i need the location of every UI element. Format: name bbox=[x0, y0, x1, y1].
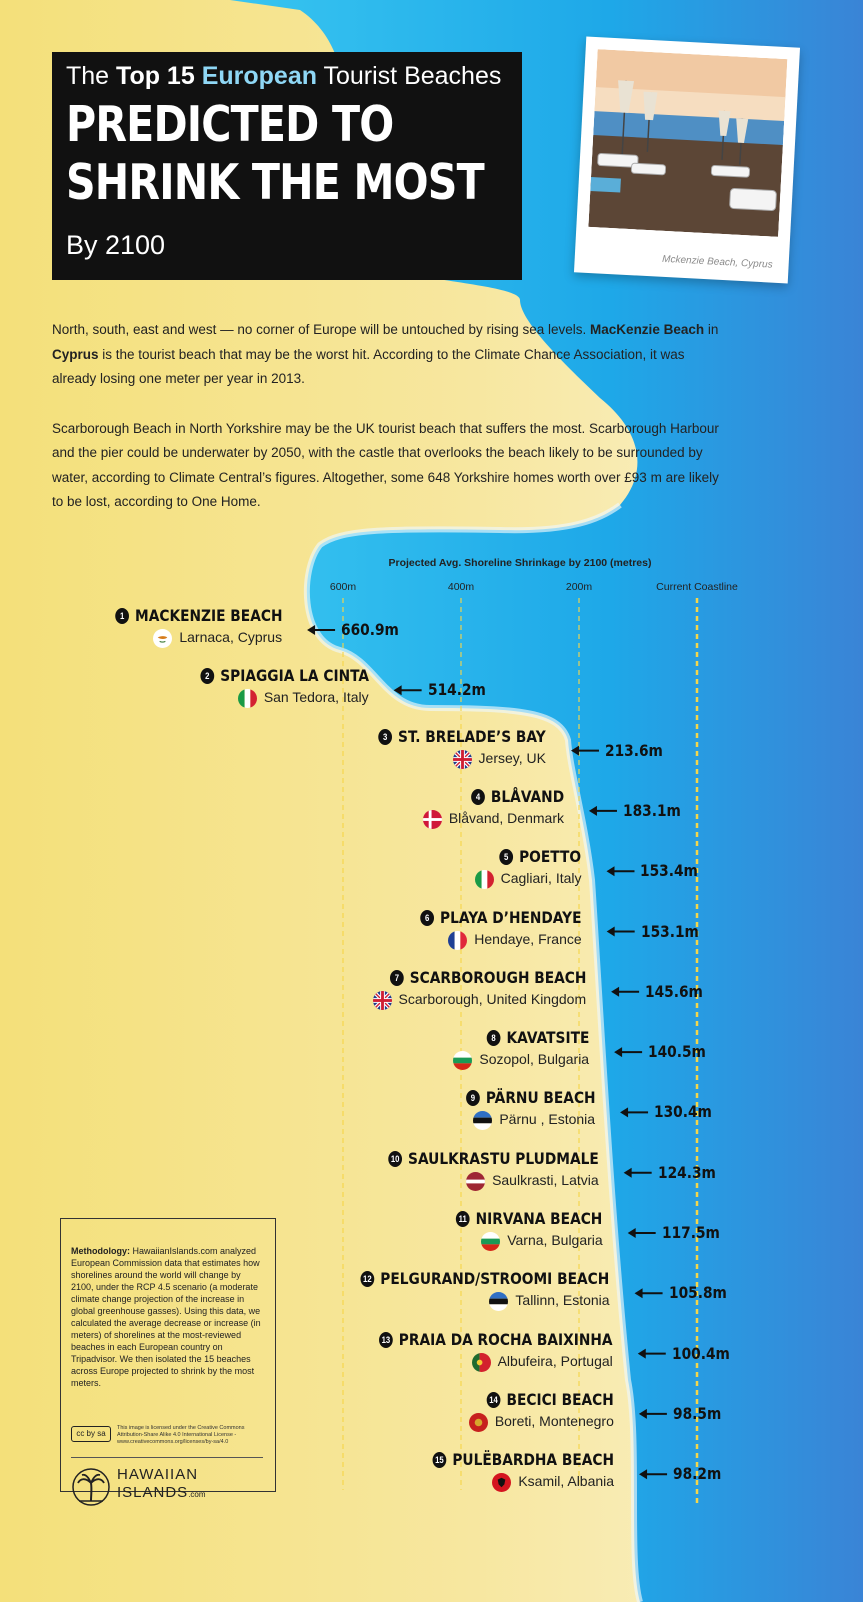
beach-name bbox=[379, 727, 546, 746]
beach-photo-polaroid bbox=[574, 37, 800, 284]
rank-badge: 6 bbox=[420, 910, 434, 926]
beach-name-text: PÄRNU BEACH bbox=[485, 1088, 596, 1108]
beach-name bbox=[486, 1028, 589, 1047]
beach-name-text: MACKENZIE BEACH bbox=[134, 606, 283, 625]
beach-name bbox=[361, 1269, 610, 1288]
rank-badge: 9 bbox=[466, 1090, 480, 1106]
montenegro-flag-icon bbox=[469, 1413, 488, 1432]
rank-badge: 5 bbox=[500, 849, 514, 865]
beach-name-text: PLAYA D’HENDAYE bbox=[440, 907, 582, 927]
shrink-value-label: 145.6m bbox=[645, 981, 703, 1001]
rank-badge: 4 bbox=[471, 789, 485, 805]
license-text: This image is licensed under the Creative Commons Attribution-Share Alike 4.0 International License - www.creativecommons.org/licenses/by-sa/4.0 bbox=[117, 1425, 245, 1445]
beach-location: Saulkrasti, Latvia bbox=[492, 1171, 599, 1188]
rank-badge: 11 bbox=[456, 1211, 470, 1227]
beach-name-text: SPIAGGIA LA CINTA bbox=[219, 666, 369, 686]
chart-title: Projected Avg. Shoreline Shrinkage by 2100 (metres) bbox=[388, 557, 652, 569]
beach-name-text: PELGURAND/STROOMI BEACH bbox=[380, 1269, 610, 1289]
beach-photo bbox=[588, 49, 787, 237]
axis-tick-label: 200m bbox=[565, 581, 593, 593]
title-subline: By 2100 bbox=[66, 230, 166, 260]
shrink-value-label: 117.5m bbox=[661, 1223, 720, 1242]
uk-flag-icon bbox=[453, 750, 472, 769]
beach-name-text: ST. BRELADE’S BAY bbox=[398, 726, 546, 746]
shrink-value-label: 153.1m bbox=[640, 921, 699, 941]
beach-name-text: BECICI BEACH bbox=[506, 1389, 614, 1409]
intro-text bbox=[52, 318, 732, 540]
rank-badge: 14 bbox=[487, 1392, 501, 1408]
title-box bbox=[52, 52, 522, 280]
axis-tick-label: 600m bbox=[329, 581, 357, 593]
rank-badge: 15 bbox=[433, 1452, 447, 1468]
beach-name-text: PULËBARDHA BEACH bbox=[452, 1450, 615, 1470]
beach-location: Hendaye, France bbox=[474, 930, 582, 947]
beach-name-text: SCARBOROUGH BEACH bbox=[409, 967, 587, 987]
shrink-value-label: 98.5m bbox=[672, 1403, 722, 1423]
beach-name bbox=[500, 847, 582, 866]
axis-tick-label: Current Coastline bbox=[656, 581, 738, 593]
shrink-value-label: 183.1m bbox=[622, 800, 681, 820]
shrink-value-label: 100.4m bbox=[671, 1343, 730, 1363]
beach-name-text: KAVATSITE bbox=[506, 1028, 590, 1048]
beach-location: Boreti, Montenegro bbox=[494, 1412, 614, 1429]
beach-name-text: SAULKRASTU PLUDMALE bbox=[407, 1148, 599, 1168]
beach-location: Cagliari, Italy bbox=[500, 870, 582, 887]
intro-paragraph-1: North, south, east and west — no corner of Europe will be untouched by rising sea levels. MacKenzie Beach in Cyprus is the tourist beach that may be the worst hit. According to the Climate Chance Association, it was already losing one meter per year in 2013. bbox=[52, 322, 719, 386]
shrink-value-label: 514.2m bbox=[427, 680, 486, 700]
uk-flag-icon bbox=[373, 991, 392, 1010]
portugal-flag-icon bbox=[472, 1353, 491, 1372]
rank-badge: 13 bbox=[379, 1332, 393, 1348]
rank-badge: 2 bbox=[200, 668, 214, 684]
beach-name bbox=[390, 968, 586, 987]
title-topline: The Top 15 European Tourist Beaches bbox=[66, 62, 502, 90]
beach-name bbox=[433, 1450, 614, 1469]
beach-location: San Tedora, Italy bbox=[263, 689, 369, 706]
beach-location: Pärnu , Estonia bbox=[499, 1111, 596, 1128]
latvia-flag-icon bbox=[466, 1172, 485, 1191]
denmark-flag-icon bbox=[423, 810, 442, 829]
italy-flag-icon bbox=[475, 870, 494, 889]
brand-domain: ISLANDS.com bbox=[117, 1484, 206, 1501]
rank-badge: 3 bbox=[379, 729, 393, 745]
divider bbox=[71, 1457, 263, 1458]
beach-name bbox=[466, 1088, 595, 1107]
beach-name bbox=[388, 1149, 598, 1168]
shrink-value-label: 105.8m bbox=[668, 1283, 727, 1303]
beach-name-text: PRAIA DA ROCHA BAIXINHA bbox=[399, 1329, 613, 1349]
beach-name bbox=[379, 1330, 613, 1349]
beach-location: Jersey, UK bbox=[478, 749, 546, 766]
beach-name-text: POETTO bbox=[519, 847, 582, 867]
rank-badge: 1 bbox=[115, 608, 129, 624]
beach-name-text: BLÅVAND bbox=[490, 786, 564, 806]
shrink-value-label: 140.5m bbox=[648, 1042, 706, 1062]
beach-name bbox=[456, 1209, 602, 1228]
brand-name: HAWAIIAN bbox=[117, 1466, 199, 1483]
beach-name bbox=[471, 787, 564, 806]
beach-name bbox=[420, 908, 581, 927]
shrink-value-label: 130.4m bbox=[654, 1102, 712, 1122]
beach-location: Albufeira, Portugal bbox=[497, 1352, 613, 1369]
methodology-text: Methodology: HawaiianIslands.com analyzed European Commission data that estimates how shorelines around the world will change by 2100, under the RCP 4.5 scenario (a moderate climate change projection of the increase in global greenhouse gasses). Using this data, we calculated the average decrease or increase (in meters) of shorelines at the most-reviewed beaches in each European country on Tripadvisor. We then isolated the 15 beaches across Europe projected to shrink by the most meters. bbox=[71, 1246, 261, 1388]
headline: PREDICTED TO SHRINK THE MOST bbox=[66, 96, 484, 211]
shrink-value-label: 124.3m bbox=[657, 1162, 716, 1182]
beach-location: Larnaca, Cyprus bbox=[179, 629, 283, 645]
axis-tick-label: 400m bbox=[447, 581, 475, 593]
rank-badge: 7 bbox=[390, 970, 404, 986]
beach-name bbox=[200, 666, 369, 685]
beach-name bbox=[487, 1390, 614, 1409]
beach-name bbox=[115, 606, 282, 625]
rank-badge: 10 bbox=[388, 1151, 402, 1167]
beach-location: Blåvand, Denmark bbox=[448, 809, 564, 826]
beach-name-text: NIRVANA BEACH bbox=[475, 1209, 603, 1228]
methodology-box bbox=[60, 1218, 276, 1501]
shrink-value-label: 153.4m bbox=[640, 861, 699, 881]
rank-badge: 8 bbox=[486, 1030, 500, 1046]
license-badge: cc by sa bbox=[71, 1426, 111, 1442]
beach-location: Varna, Bulgaria bbox=[507, 1232, 603, 1248]
shrink-value-label: 660.9m bbox=[341, 620, 399, 639]
beach-location: Ksamil, Albania bbox=[518, 1473, 615, 1490]
beach-location: Sozopol, Bulgaria bbox=[479, 1051, 590, 1068]
shrink-value-label: 213.6m bbox=[604, 740, 663, 760]
intro-paragraph-2: Scarborough Beach in North Yorkshire may be the UK tourist beach that suffers the most. Scarborough Harbour and the pier could be underwater by 2050, with the castle that overlooks the beach likely to be surrounded by water, according to Climate Central’s figures. Altogether, some 648 Yorkshire homes worth over £93 m are likely to be lost, according to One Home. bbox=[52, 420, 719, 509]
beach-location: Tallinn, Estonia bbox=[515, 1292, 610, 1309]
shrink-value-label: 98.2m bbox=[673, 1464, 722, 1484]
photo-caption: Mckenzie Beach, Cyprus bbox=[661, 253, 773, 271]
rank-badge: 12 bbox=[361, 1271, 375, 1287]
france-flag-icon bbox=[448, 931, 467, 950]
beach-location: Scarborough, United Kingdom bbox=[398, 990, 587, 1007]
palm-logo-icon bbox=[71, 1467, 111, 1507]
italy-flag-icon bbox=[238, 689, 257, 708]
